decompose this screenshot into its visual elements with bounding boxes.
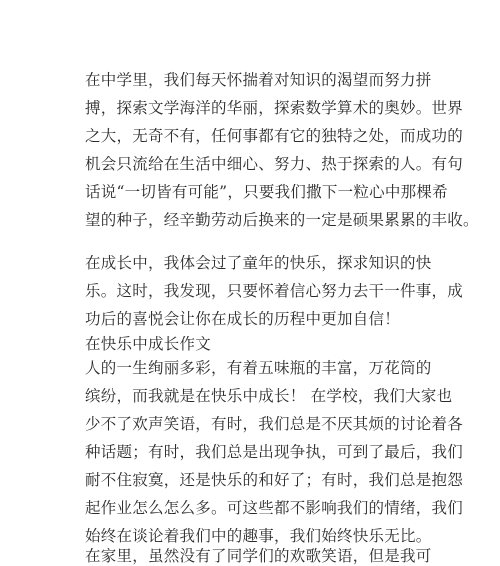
paragraph-1-line-1: 在中学里，我们每天怀揣着对知识的渴望而努力拼 [85,71,432,89]
paragraph-3-line-5: 耐不住寂寞，还是快乐的和好了；有时，我们总是抱怨 [85,471,464,489]
paragraph-3-line-4: 种话题；有时，我们总是出现争执，可到了最后，我们 [85,443,464,461]
paragraph-3-line-1: 人的一生绚丽多彩，有着五味瓶的丰富，万花筒的 [85,359,432,377]
paragraph-3-line-2: 缤纷，而我就是在快乐中成长！ 在学校，我们大家也 [85,387,453,405]
paragraph-2-line-1: 在成长中，我体会过了童年的快乐，探求知识的快 [85,254,432,272]
paragraph-2-line-3: 功后的喜悦会让你在成长的历程中更加自信！ [85,310,401,328]
paragraph-1-line-5: 话说“一切皆有可能”，只要我们撒下一粒心中那棵希 [85,183,448,201]
section-title: 在快乐中成长作文 [85,335,212,353]
paragraph-3-line-7: 始终在谈论着我们中的趣事，我们始终快乐无比。 [85,527,432,545]
paragraph-3-line-3: 少不了欢声笑语，有时，我们总是不厌其烦的讨论着各 [85,415,464,433]
paragraph-1-line-2: 搏，探索文学海洋的华丽，探索数学算术的奥妙。世界 [85,99,464,117]
paragraph-1-line-3: 之大，无奇不有，任何事都有它的独特之处，而成功的 [85,127,464,145]
paragraph-1-line-6: 望的种子，经辛勤劳动后换来的一定是硕果累累的丰收。 [85,211,479,229]
paragraph-1-line-4: 机会只流给在生活中细心、努力、热于探索的人。有句 [85,155,464,173]
paragraph-4-line-1: 在家里，虽然没有了同学们的欢歌笑语，但是我可 [85,547,432,565]
paragraph-3-line-6: 起作业怎么怎么多。可这些都不影响我们的情绪，我们 [85,499,464,517]
paragraph-2-line-2: 乐。这时，我发现，只要怀着信心努力去干一件事，成 [85,282,464,300]
